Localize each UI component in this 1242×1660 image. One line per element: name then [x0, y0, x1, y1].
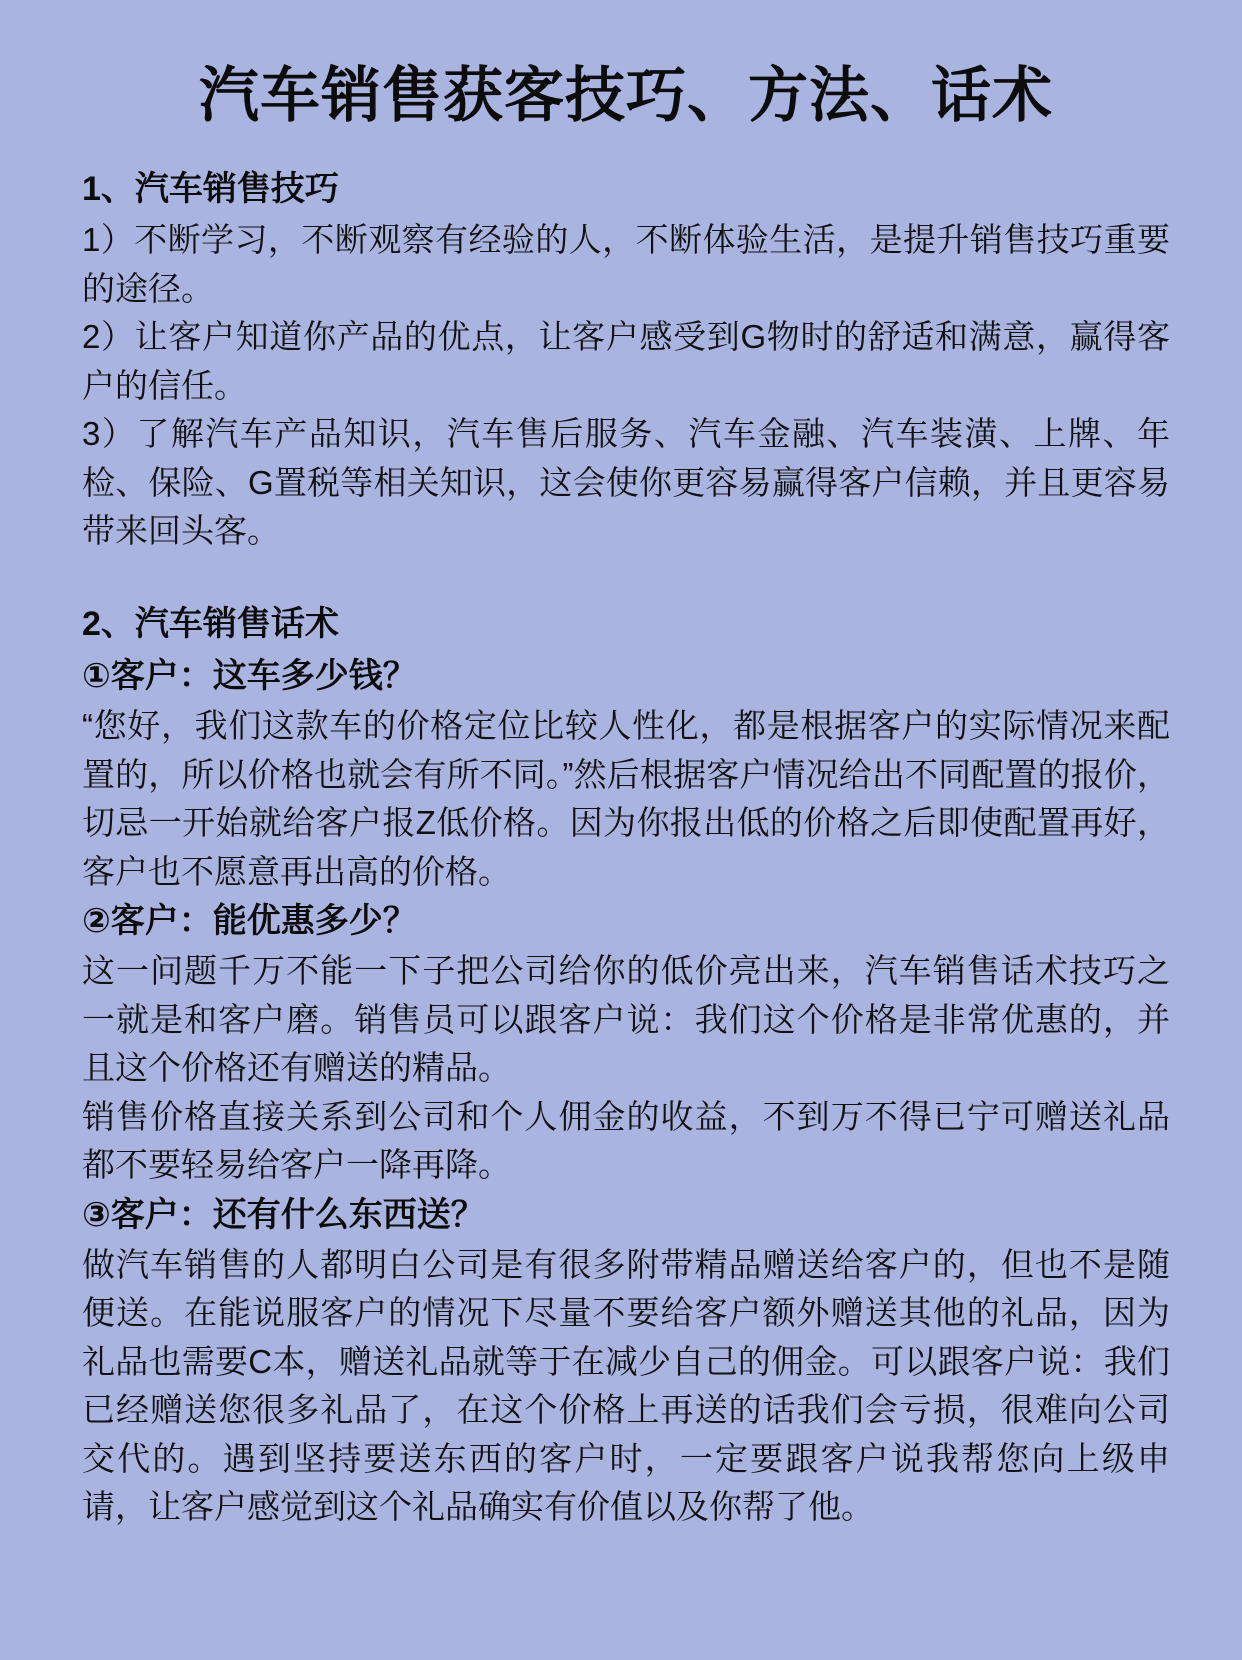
section-sales-scripts [82, 600, 1170, 1532]
qa-question-3: ③客户：还有什么东西送？ [82, 1195, 485, 1234]
paragraph-1-1: 1）不断学习，不断观察有经验的人，不断体验生活，是提升销售技巧重要的途径。 [82, 221, 1170, 307]
qa-answer-1: “您好，我们这款车的价格定位比较人性化，都是根据客户的实际情况来配置的，所以价格也就会有所不同。”然后根据客户情况给出不同配置的报价，切忌一开始就给客户报Z低价格。因为你报出低的价格之后即使配置再好，客户也不愿意再出高的价格。 [82, 707, 1170, 890]
qa-question-2: ②客户：能优惠多少？ [82, 902, 417, 941]
qa-item-1 [82, 651, 1170, 896]
qa-answer-3: 做汽车销售的人都明白公司是有很多附带精品赠送给客户的，但也不是随便送。在能说服客户的情况下尽量不要给客户额外赠送其他的礼品，因为礼品也需要C本，赠送礼品就等于在减少自己的佣金。可以跟客户说：我们已经赠送您很多礼品了，在这个价格上再送的话我们会亏损，很难向公司交代的。遇到坚持要送东西的客户时，一定要跟客户说我帮您向上级申请，让客户感觉到这个礼品确实有价值以及你帮了他。 [82, 1245, 1170, 1526]
qa-answer-2: 这一问题千万不能一下子把公司给你的低价亮出来，汽车销售话术技巧之一就是和客户磨。销售员可以跟客户说：我们这个价格是非常优惠的，并且这个价格还有赠送的精品。 [82, 952, 1170, 1087]
section-heading-2: 2、汽车销售话术 [82, 604, 339, 643]
qa-item-3 [82, 1190, 1170, 1532]
qa-answer-2b: 销售价格直接关系到公司和个人佣金的收益，不到万不得已宁可赠送礼品都不要轻易给客户一降再降。 [82, 1097, 1170, 1184]
section-heading-1: 1、汽车销售技巧 [82, 170, 339, 208]
section-sales-skills [82, 165, 1170, 556]
section-spacer [82, 566, 1170, 600]
paragraph-1-3: 3）了解汽车产品知识，汽车售后服务、汽车金融、汽车装潢、上牌、年检、保险、G置税等相关知识，这会使你更容易赢得客户信赖，并且更容易带来回头客。 [82, 415, 1170, 550]
page-title: 汽车销售获客技巧、方法、话术 [199, 62, 1053, 129]
qa-item-2 [82, 896, 1170, 1190]
paragraph-1-2: 2）让客户知道你产品的优点，让客户感受到G物时的舒适和满意，赢得客户的信任。 [82, 318, 1170, 404]
qa-question-1: ①客户：这车多少钱？ [82, 657, 417, 696]
